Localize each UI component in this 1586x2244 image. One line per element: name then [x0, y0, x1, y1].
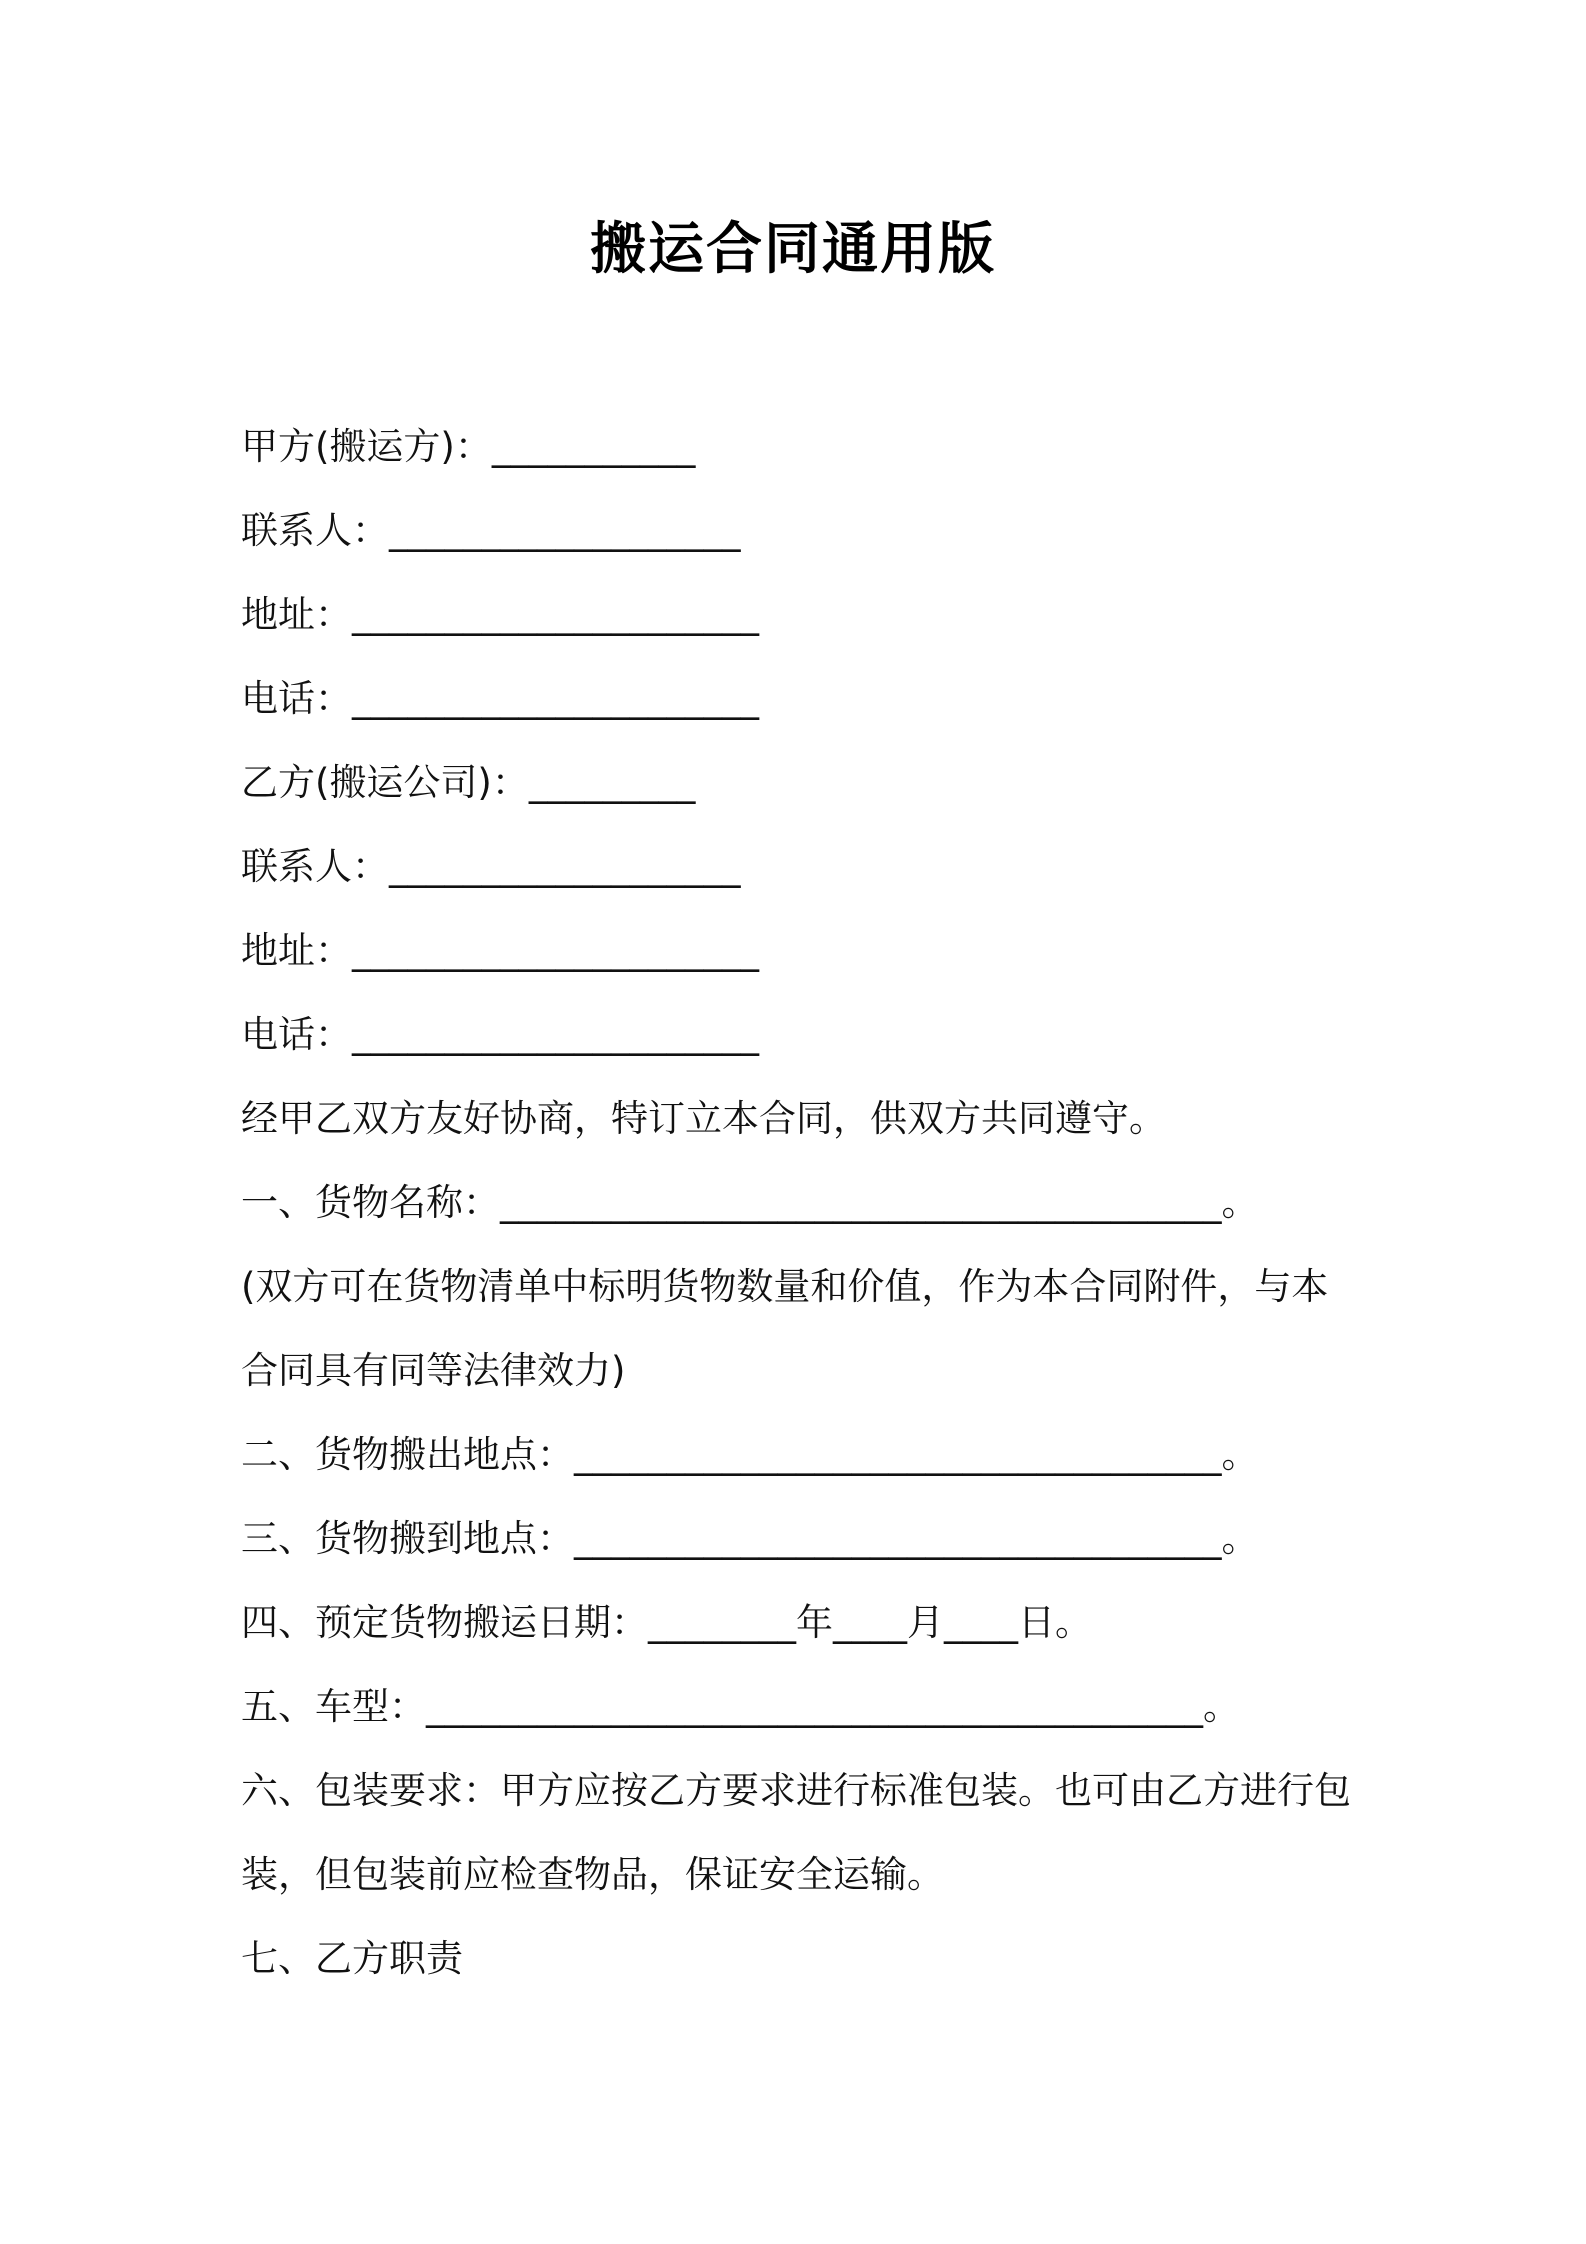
party-a-phone-line: 电话：______________________ [241, 677, 759, 720]
clause-1-note-line-1: (双方可在货物清单中标明货物数量和价值，作为本合同附件，与本 [241, 1265, 1329, 1308]
clause-6-packing-line-2: 装，但包装前应检查物品，保证安全运输。 [241, 1853, 944, 1896]
party-b-phone-line: 电话：______________________ [241, 1013, 759, 1056]
agreement-intro-line: 经甲乙双方友好协商，特订立本合同，供双方共同遵守。 [241, 1097, 1166, 1140]
party-b-address-line: 地址：______________________ [241, 929, 759, 972]
party-a-name-line: 甲方(搬运方)：___________ [241, 425, 696, 468]
document-title: 搬运合同通用版 [590, 217, 996, 282]
clause-4-date-line: 四、预定货物搬运日期：________年____月____日。 [241, 1601, 1092, 1644]
clause-7-heading-line: 七、乙方职责 [241, 1937, 463, 1980]
document-body [241, 405, 1361, 2001]
clause-5-vehicle-line: 五、车型：__________________________________________。 [241, 1685, 1240, 1728]
clause-1-goods-name-line: 一、货物名称：_______________________________________。 [241, 1181, 1259, 1224]
party-a-address-line: 地址：______________________ [241, 593, 759, 636]
clause-6-packing-line-1: 六、包装要求：甲方应按乙方要求进行标准包装。也可由乙方进行包 [241, 1769, 1351, 1812]
party-a-contact-line: 联系人：___________________ [241, 509, 741, 552]
party-b-name-line: 乙方(搬运公司)：_________ [241, 761, 696, 804]
clause-1-note-line-2: 合同具有同等法律效力) [241, 1349, 626, 1392]
clause-3-destination-line: 三、货物搬到地点：___________________________________。 [241, 1517, 1259, 1560]
clause-2-origin-line: 二、货物搬出地点：___________________________________。 [241, 1433, 1259, 1476]
party-b-contact-line: 联系人：___________________ [241, 845, 741, 888]
